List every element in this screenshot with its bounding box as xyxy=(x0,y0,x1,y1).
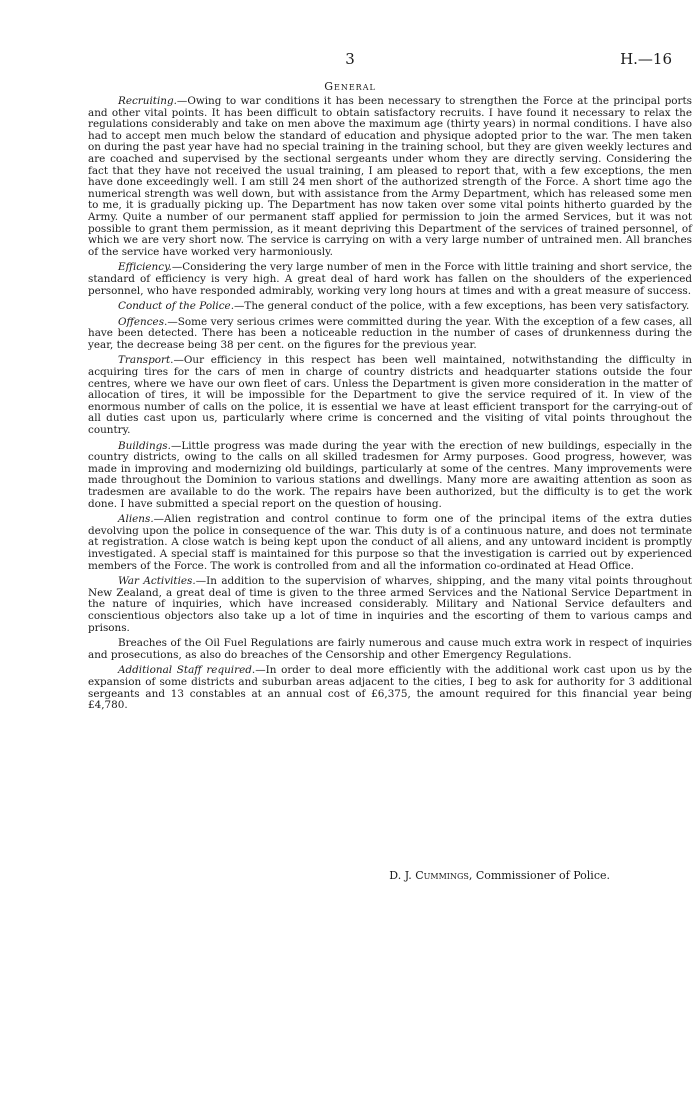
paragraph-text: —Little progress was made during the year with the erection of new buildings, especially in the country districts, owing to the calls on all skilled tradesmen for Army purposes. Good progress, however, was made in improving and modernizing old buildings, particularly at some of the centres. Many improvements were made throughout the Dominion to various stations and dwellings. Many more are awaiting attention as soon as tradesmen are available to do the work. The repairs have been authorized, but the difficulty is to get the work done. I have submitted a special report on the question of housing. xyxy=(88,439,692,510)
paragraph-heading: Additional Staff required. xyxy=(118,664,256,677)
paragraph-war-activities xyxy=(88,576,692,634)
paragraph-text: —Our efficiency in this respect has been well maintained, notwithstanding the difficulty in acquiring tires for the cars of men in charge of country districts and headquarter stations outside the four centres, where we have our own fleet of cars. Unless the Department is given more consideration in the matter of allocation of tires, it will be impossible for the Department to give the service required of it. In view of the enormous number of calls on the police, it is essential we have at least efficient transport for the carrying-out of all duties cast upon us, particularly where crime is concerned and the visiting of vital points throughout the country. xyxy=(88,354,692,437)
paragraph-text: —Considering the very large number of men in the Force with little training and short service, the standard of efficiency is very high. A great deal of hard work has fallen on the shoulders of the experienced personnel, who have responded admirably, working very long hours at times and with a great measure of success. xyxy=(88,261,692,297)
paragraph-heading: Transport. xyxy=(118,354,174,367)
paragraph-text: —In order to deal more efficiently with the additional work cast upon us by the expansion of some districts and suburban areas adjacent to the cities, I beg to ask for authority for 3 additional sergeants and 13 constables at an annual cost of £6,375, the amount required for this financial year being £4,780. xyxy=(88,664,693,712)
paragraph-buildings xyxy=(88,441,692,511)
paragraph-heading: Recruiting. xyxy=(118,95,177,107)
paragraph-conduct xyxy=(88,301,692,313)
paragraph-text: Breaches of the Oil Fuel Regulations are fairly numerous and cause much extra work in respect of inquiries and prosecutions, as also do breaches of the Censorship and other Emergency Regulations. xyxy=(88,637,692,661)
paragraph-text: —Owing to war conditions it has been necessary to strengthen the Force at the principal ports and other vital points. It has been difficult to obtain satisfactory recruits. I have found it necessary to relax the regulations considerably and take on men above the maximum age (thirty years) in normal conditions. I have also had to accept men much below the standard of education and physique adopted prior to the war. The men taken on during the past year have had no special training in the training school, but they are given weekly lectures and are coached and supervised by the sectional sergeants under whom they are directly serving. Considering the fact that they have not received the usual training, I am pleased to report that, with a few exceptions, the men have done exceedingly well. I am still 24 men short of the authorized strength of the Force. A short time ago the numerical strength was well down, but with assistance from the Army Department, which has released some men to me, it is gradually picking up. The Department has now taken over some vital points hitherto guarded by the Army. Quite a number of our permanent staff applied for permission to join the armed Services, but it was not possible to grant them permission, as it meant depriving this Department of the services of trained personnel, of which we are very short now. The service is carrying on with a very large number of untrained men. All branches of the service have worked very harmoniously. xyxy=(88,95,693,258)
paragraph-oil-fuel xyxy=(88,638,692,661)
paragraph-heading: Aliens. xyxy=(118,513,154,526)
paragraph-heading: Conduct of the Police. xyxy=(118,300,235,313)
paragraph-heading: War Activities. xyxy=(118,575,196,588)
paragraph-text: —Alien registration and control continue to form one of the principal items of the extra duties devolving upon the police in consequence of the war. This duty is of a continuous nature, and does not terminate at registration. A close watch is being kept upon the conduct of all aliens, and any untoward incident is promptly investigated. A special staff is maintained for this purpose so that the investigation is carried out by experienced members of the Force. The work is controlled from and all the information co-ordinated at Head Office. xyxy=(88,513,692,572)
paragraph-text: —Some very serious crimes were committed during the year. With the exception of a few cases, all have been detected. There has been a noticeable reduction in the number of cases of drunkenness during the year, the decrease being 38 per cent. on the figures for the previous year. xyxy=(88,315,692,351)
page-number: 3 xyxy=(345,50,355,68)
signature-block xyxy=(389,869,610,882)
paragraph-aliens xyxy=(88,514,692,572)
report-body xyxy=(88,96,692,716)
paragraph-text: —In addition to the supervision of wharves, shipping, and the many vital points throughout New Zealand, a great deal of time is given to the three armed Services and the National Service Department in the nature of inquiries, which have increased considerably. Military and National Service defaulters and conscientious objectors also take up a lot of time in inquiries and the escorting of them to various camps and prisons. xyxy=(88,575,692,634)
paragraph-transport xyxy=(88,355,692,436)
signatory-name: D. J. Cummings xyxy=(389,869,469,882)
paragraph-efficiency xyxy=(88,262,692,297)
paragraph-heading: Efficiency. xyxy=(118,261,172,274)
paragraph-text: —The general conduct of the police, with a few exceptions, has been very satisfactory. xyxy=(234,300,690,313)
paragraph-heading: Buildings. xyxy=(118,439,171,452)
paragraph-offences xyxy=(88,317,692,352)
signatory-title: , Commissioner of Police. xyxy=(468,869,610,882)
document-reference: H.—16 xyxy=(620,50,672,68)
paragraph-additional-staff xyxy=(88,665,692,711)
paragraph-heading: Offences. xyxy=(118,315,168,328)
section-heading: General xyxy=(324,80,376,93)
paragraph-recruiting xyxy=(88,96,692,258)
